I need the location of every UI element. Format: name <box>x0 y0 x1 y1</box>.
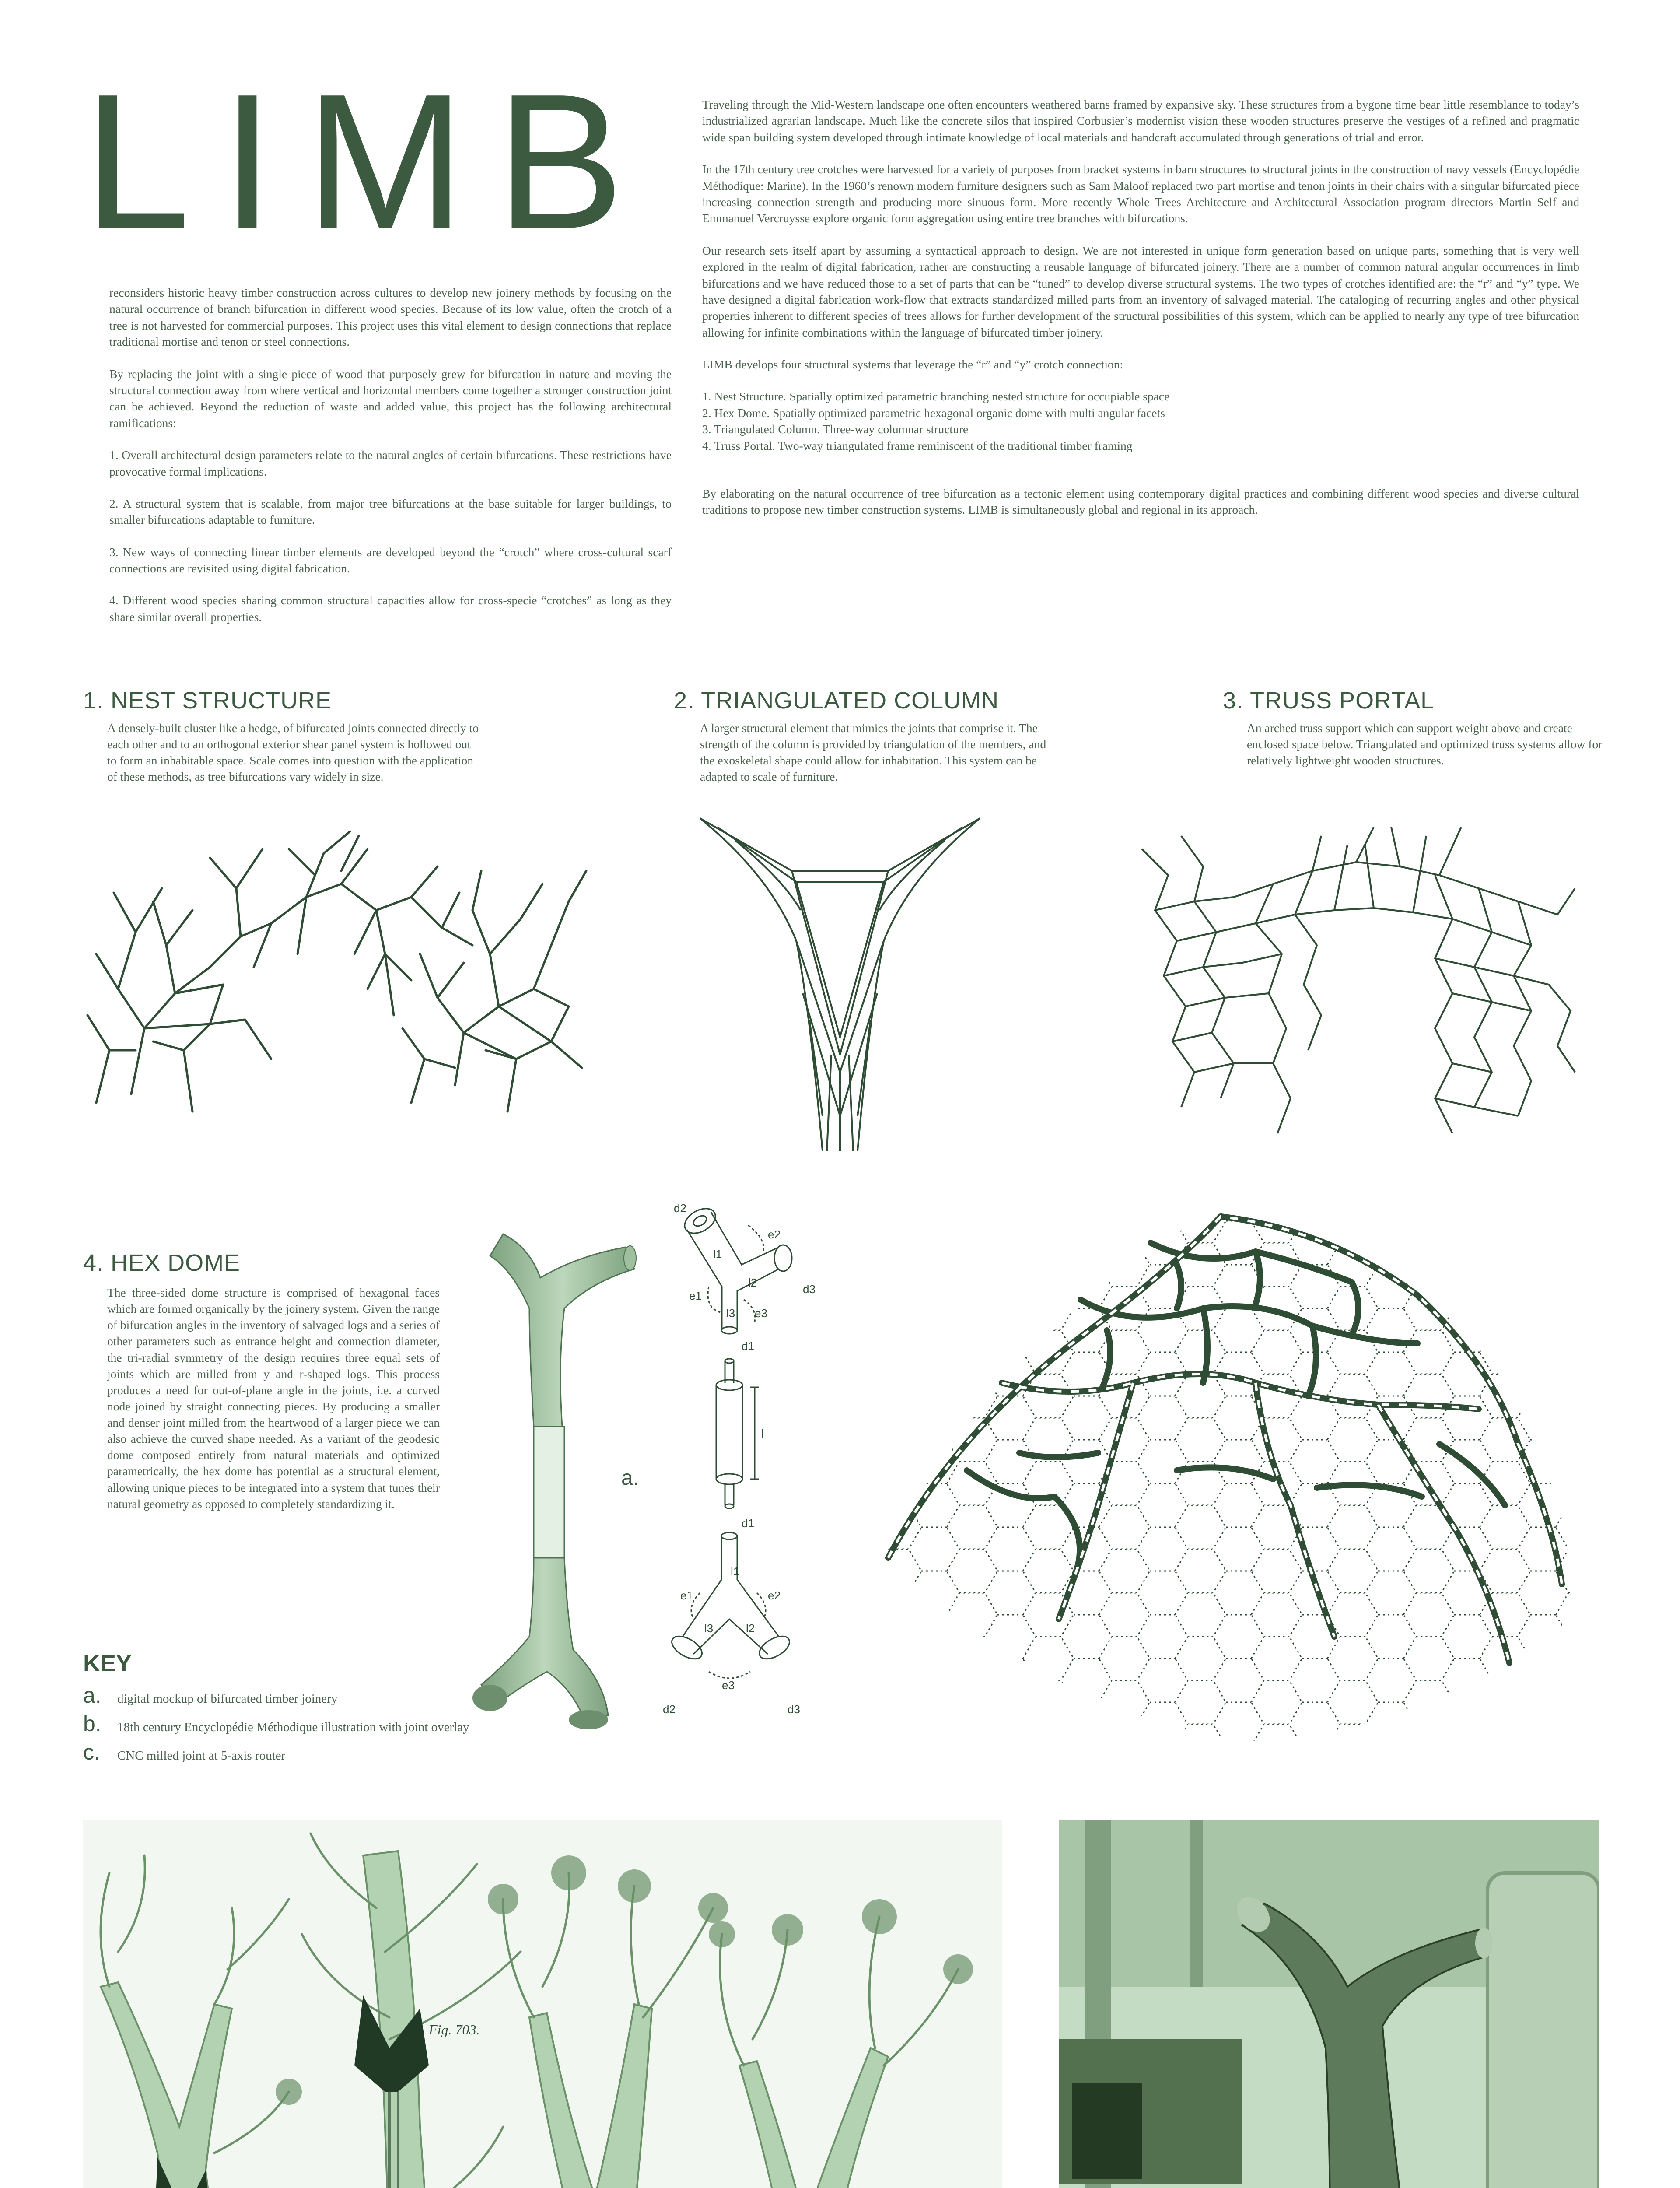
ramification-item: 4. Different wood species sharing common structural capacities allow for cross-specie “crotches” as long as they share similar overall properties. <box>109 593 672 624</box>
intro-right-paragraph: Traveling through the Mid-Western landscape one often encounters weathered barns framed by expansive sky. These structures from a bygone time bear little resemblance to today’s industrialized agrarian landscape. Much like the concrete silos that inspired Corbusier’s modernist vision these wooden structures preserve the vestiges of a refined and pragmatic wide span building system developed through intimate knowledge of local materials and handcraft accumulated through generations of trial and error. <box>702 98 1579 144</box>
system-item: 1. Nest Structure. Spatially optimized parametric branching nested structure for occupiable space <box>702 389 1170 403</box>
section-desc-truss: An arched truss support which can support weight above and create enclosed space below. Triangulated and optimized truss systems allow for relatively lightweight wooden structures. <box>1247 721 1603 768</box>
figure-c-photo <box>1059 1820 1599 2188</box>
diagram-label-l: l <box>761 1427 764 1440</box>
intro-right-column <box>702 96 1579 534</box>
system-item: 3. Triangulated Column. Three-way columnar structure <box>702 422 969 436</box>
intro-right-paragraph: By elaborating on the natural occurrence of tree bifurcation as a tectonic element using contemporary digital practices and combining different wood species and diverse cultural traditions to propose new timber construction systems. LIMB is simultaneously global and regional in its approach. <box>702 487 1579 517</box>
key-item <box>83 1683 586 1711</box>
diagram-label-l2: l2 <box>748 1276 757 1289</box>
key-list <box>83 1683 586 1768</box>
cnc-photo-drawing <box>1059 1820 1599 2188</box>
section-heading-nest: 1. NEST STRUCTURE <box>83 687 332 714</box>
section-heading-truss: 3. TRUSS PORTAL <box>1223 687 1435 714</box>
diagram-label-d2-bottom: d2 <box>663 1703 676 1716</box>
section-desc-hex: The three-sided dome structure is comprised of hexagonal faces which are formed organically by the joinery system. Given the range of bifurcation angles in the inventory of salvaged logs and a series of other parameters such as entrance height and connection diameter, the tri-radial symmetry of the design requires three equal sets of joints which are milled from y and r-shaped logs. This process produces a need for out-of-plane angle in the joints, i.e. a curved node joined by straight connecting pieces. By producing a smaller and denser joint milled from the heartwood of a larger piece we can also achieve the curved shape needed. As a variant of the geodesic dome composed entirely from natural materials and optimized parametrically, the hex dome has potential as a structural element, allowing unique pieces to be integrated into a system that tunes their natural geometry as opposed to completely standardizing it. <box>107 1286 440 1511</box>
diagram-label-e3-bottom: e3 <box>722 1679 735 1692</box>
section-heading-hex: 4. HEX DOME <box>83 1250 241 1276</box>
key-letter: a. <box>83 1683 102 1708</box>
diagram-label-l3: l3 <box>726 1307 735 1320</box>
diagram-label-e1: e1 <box>689 1289 702 1302</box>
key-text: CNC milled joint at 5-axis router <box>117 1749 286 1763</box>
key-letter: b. <box>83 1711 102 1736</box>
diagram-label-d3: d3 <box>803 1283 816 1296</box>
diagram-label-l1: l1 <box>713 1248 722 1261</box>
key-text: 18th century Encyclopédie Méthodique illustration with joint overlay <box>117 1720 469 1734</box>
truss-portal-drawing <box>1129 810 1588 1151</box>
intro-right-paragraph: LIMB develops four structural systems that leverage the “r” and “y” crotch connection: <box>702 358 1124 372</box>
engraving-label: Fig. 703. <box>429 2022 480 2037</box>
section-heading-column: 2. TRIANGULATED COLUMN <box>674 687 999 714</box>
joint-dimension-diagram <box>656 1199 866 1737</box>
diagram-label-d1-bottom: d1 <box>742 1517 754 1530</box>
intro-right-paragraph: Our research sets itself apart by assuming a syntactical approach to design. We are not interested in unique form generation based on unique parts, something that is very well explored in the realm of digital fabrication, rather are constructing a reusable language of bifurcated joinery. There are a number of common natural angular occurrences in limb bifurcations and we have reduced those to a set of parts that can be “tuned” to develop diverse structural systems. The two types of crotches identified are: the “r” and “y” type. We have designed a digital fabrication work-flow that extracts standardized milled parts from an inventory of salvaged material. The cataloging of recurring angles and other physical properties inherent to different species of trees allows for further development of the structural possibilities of this system, which can be applied to nearly any type of tree bifurcation allowing for infinite combinations within the language of bifurcated timber joinery. <box>702 243 1579 339</box>
triangulated-column-drawing <box>691 810 989 1160</box>
diagram-label-l2-bottom: l2 <box>746 1622 755 1635</box>
diagram-label-e2-bottom: e2 <box>768 1589 780 1602</box>
diagram-label-e3: e3 <box>755 1307 767 1320</box>
system-item: 4. Truss Portal. Two-way triangulated frame reminiscent of the traditional timber framing <box>702 438 1133 452</box>
hex-dome-drawing <box>871 1199 1597 1759</box>
diagram-label-e2: e2 <box>768 1228 780 1241</box>
intro-left-column <box>109 284 672 641</box>
ramification-item: 2. A structural system that is scalable, from major tree bifurcations at the base suitable for larger buildings, to smaller bifurcations adaptable to furniture. <box>109 496 672 527</box>
diagram-label-d3-bottom: d3 <box>788 1703 800 1716</box>
section-desc-column: A larger structural element that mimics the joints that comprise it. The strength of the column is provided by triangulation of the members, and the exoskeletal shape could allow for inhabitation. This system can be adapted to scale of furniture. <box>700 721 1046 784</box>
diagram-label-l1-bottom: l1 <box>731 1565 740 1578</box>
key-item <box>83 1711 586 1739</box>
system-item: 2. Hex Dome. Spatially optimized parametric hexagonal organic dome with multi angular facets <box>702 406 1165 420</box>
figure-b-engraving <box>83 1820 1002 2188</box>
ramification-item: 3. New ways of connecting linear timber elements are developed beyond the “crotch” where cross-cultural scarf connections are revisited using digital fabrication. <box>109 545 672 575</box>
page-title: LIMB <box>83 54 655 269</box>
key-letter: c. <box>83 1740 100 1764</box>
intro-left-paragraph: By replacing the joint with a single piece of wood that purposely grew for bifurcation in nature and moving the structural connection away from where vertical and horizontal members come together a stronger construction joint can be achieved. Beyond the reduction of waste and added value, this project has the following architectural ramifications: <box>109 367 672 430</box>
diagram-label-d2: d2 <box>674 1202 686 1215</box>
key-title: KEY <box>83 1650 132 1676</box>
key-text: digital mockup of bifurcated timber joinery <box>117 1692 338 1706</box>
section-desc-nest: A densely-built cluster like a hedge, of bifurcated joints connected directly to each other and to an orthogonal exterior shear panel system is hollowed out to form an inhabitable space. Scale comes into question with the application of these methods, as tree bifurcations vary widely in size. <box>107 721 479 784</box>
nest-structure-drawing <box>79 823 595 1138</box>
diagram-label-l3-bottom: l3 <box>704 1622 714 1635</box>
figure-a-label: a. <box>621 1466 639 1490</box>
bifurcated-joint-mockup <box>464 1217 639 1742</box>
engraving-drawing <box>83 1820 1002 2188</box>
key-item <box>83 1739 586 1768</box>
intro-left-paragraph: reconsiders historic heavy timber construction across cultures to develop new joinery methods by focusing on the natural occurrence of branch bifurcation in different wood species. Because of its low value, often the crotch of a tree is not harvested for commercial purposes. This project uses this vital element to design connections that replace traditional mortise and tenon or steel connections. <box>109 286 672 349</box>
diagram-label-d1: d1 <box>742 1339 754 1353</box>
intro-right-paragraph: In the 17th century tree crotches were harvested for a variety of purposes from bracket systems in barn structures to structural joints in the construction of navy vessels (Encyclopédie Méthodique: Marine). In the 1960’s renown modern furniture designers such as Sam Maloof replaced two part mortise and tenon joints in their chairs with a singular bifurcated piece increasing connection strength and producing more sinuous form. More recently Whole Trees Architecture and Architectural Association program directors Martin Self and Emmanuel Vercruysse explore organic form aggregation using entire tree branches with bifurcations. <box>702 162 1579 225</box>
diagram-label-e1-bottom: e1 <box>680 1589 693 1602</box>
ramification-item: 1. Overall architectural design parameters relate to the natural angles of certain bifurcations. These restrictions have provocative formal implications. <box>109 448 672 478</box>
